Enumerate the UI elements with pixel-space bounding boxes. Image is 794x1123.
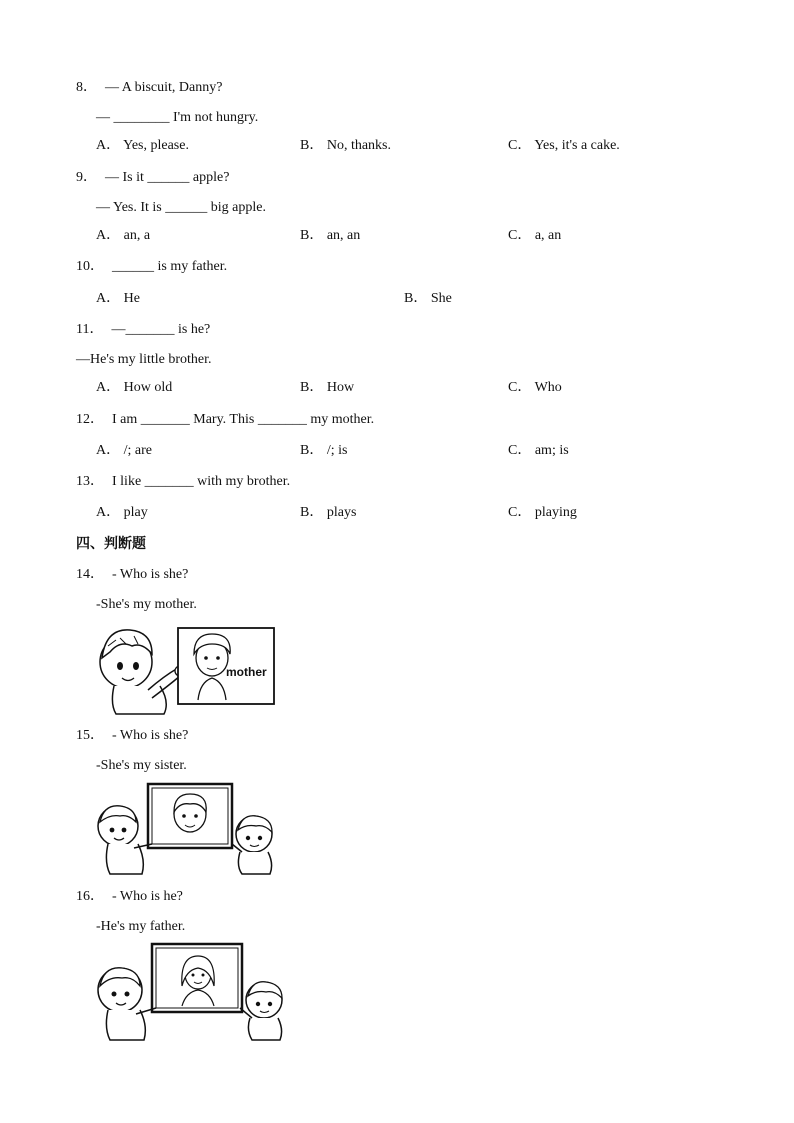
question-8-option-b[interactable]: B． No, thanks.: [300, 138, 392, 153]
question-8-prompt: 8． — A biscuit, Danny?: [76, 80, 223, 95]
judgment-16-question: 16． - Who is he?: [76, 889, 183, 904]
question-11-option-c[interactable]: C． Who: [508, 380, 562, 395]
question-12-option-b[interactable]: B． /; is: [300, 443, 348, 458]
question-10-option-b[interactable]: B． She: [404, 291, 452, 306]
question-9-option-a[interactable]: A． an, a: [96, 228, 151, 243]
section-title-judgment: 四、判断题: [76, 536, 146, 552]
two-kids-holding-sister-picture: [94, 782, 280, 876]
question-9-option-b[interactable]: B． an, an: [300, 228, 361, 243]
question-11-reply: —He's my little brother.: [76, 352, 212, 367]
question-13-prompt: 13． I like _______ with my brother.: [76, 474, 291, 489]
question-10-option-a[interactable]: A． He: [96, 291, 140, 306]
question-11-prompt: 11． —_______ is he?: [76, 322, 211, 337]
question-9-option-c[interactable]: C． a, an: [508, 228, 562, 243]
judgment-14-question: 14． - Who is she?: [76, 567, 189, 582]
question-13-option-a[interactable]: A． play: [96, 505, 148, 520]
question-12-prompt: 12． I am _______ Mary. This _______ my mother.: [76, 412, 375, 427]
judgment-16-answer: -He's my father.: [96, 919, 186, 934]
judgment-15-answer: -She's my sister.: [96, 758, 187, 773]
two-kids-holding-woman-picture: [94, 942, 290, 1042]
question-9-prompt: 9． — Is it ______ apple?: [76, 170, 230, 185]
question-8-option-c[interactable]: C． Yes, it's a cake.: [508, 138, 620, 153]
question-8-option-a[interactable]: A． Yes, please.: [96, 138, 189, 153]
question-11-option-a[interactable]: A． How old: [96, 380, 173, 395]
judgment-14-answer: -She's my mother.: [96, 597, 197, 612]
question-13-option-c[interactable]: C． playing: [508, 505, 577, 520]
question-8-reply: — ________ I'm not hungry.: [96, 110, 259, 125]
question-10-prompt: 10． ______ is my father.: [76, 259, 228, 274]
judgment-15-question: 15． - Who is she?: [76, 728, 189, 743]
picture-label-mother: mother: [226, 665, 267, 679]
question-9-reply: — Yes. It is ______ big apple.: [96, 200, 266, 215]
question-12-option-a[interactable]: A． /; are: [96, 443, 152, 458]
question-13-option-b[interactable]: B． plays: [300, 505, 357, 520]
question-11-option-b[interactable]: B． How: [300, 380, 355, 395]
boy-pointing-at-mother-picture: [94, 620, 280, 716]
question-12-option-c[interactable]: C． am; is: [508, 443, 569, 458]
